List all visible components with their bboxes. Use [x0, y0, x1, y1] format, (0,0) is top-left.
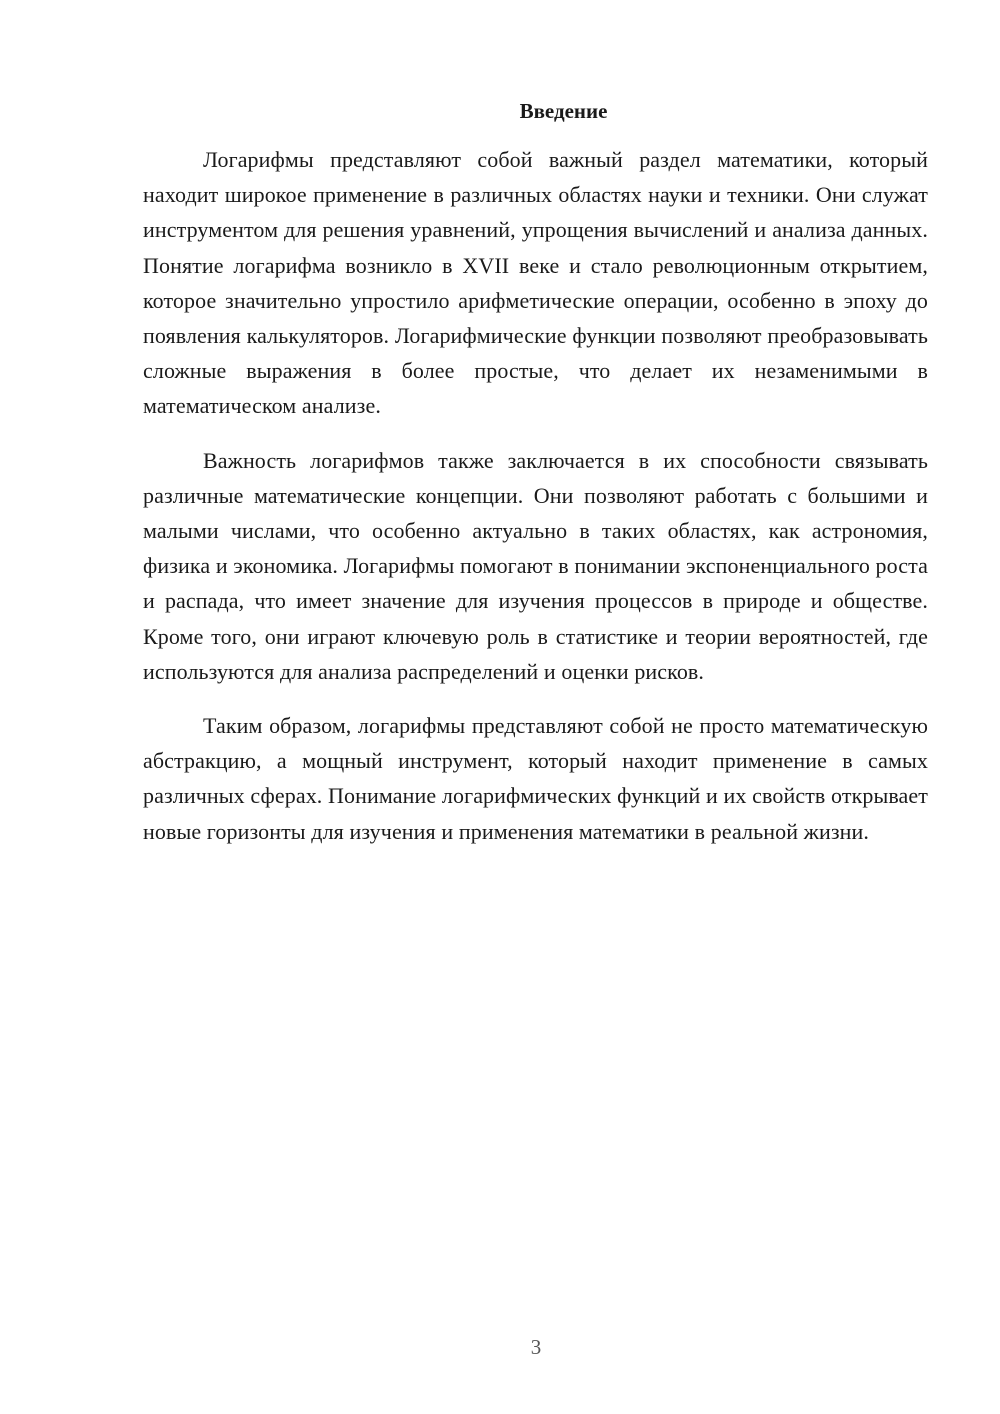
page-content — [143, 96, 928, 868]
paragraph-3: Таким образом, логарифмы представляют собой не просто математическую абстракцию, а мощный инструмент, который находит применение в самых различных сферах. Понимание логарифмических функций и их свойств открывает новые горизонты для изучения и применения математики в реальной жизни. — [143, 713, 928, 844]
paragraph-2: Важность логарифмов также заключается в их способности связывать различные математические концепции. Они позволяют работать с большими и малыми числами, что особенно актуально в таких областях, как астрономия, физика и экономика. Логарифмы помогают в понимании экспоненциального роста и распада, что имеет значение для изучения процессов в природе и обществе. Кроме того, они играют ключевую роль в статистике и теории вероятностей, где используются для анализа распределений и оценки рисков. — [143, 447, 928, 684]
page-number: 3 — [530, 1335, 542, 1359]
paragraph-1: Логарифмы представляют собой важный раздел математики, который находит широкое применение в различных областях науки и техники. Они служат инструментом для решения уравнений, упрощения вычислений и анализа данных. Понятие логарифма возникло в XVII веке и стало революционным открытием, которое значительно упростило арифметические операции, особенно в эпоху до появления калькуляторов. Логарифмические функции позволяют преобразовывать сложные выражения в более простые, что делает их незаменимыми в математическом анализе. — [143, 147, 928, 419]
section-heading: Введение — [519, 99, 608, 123]
